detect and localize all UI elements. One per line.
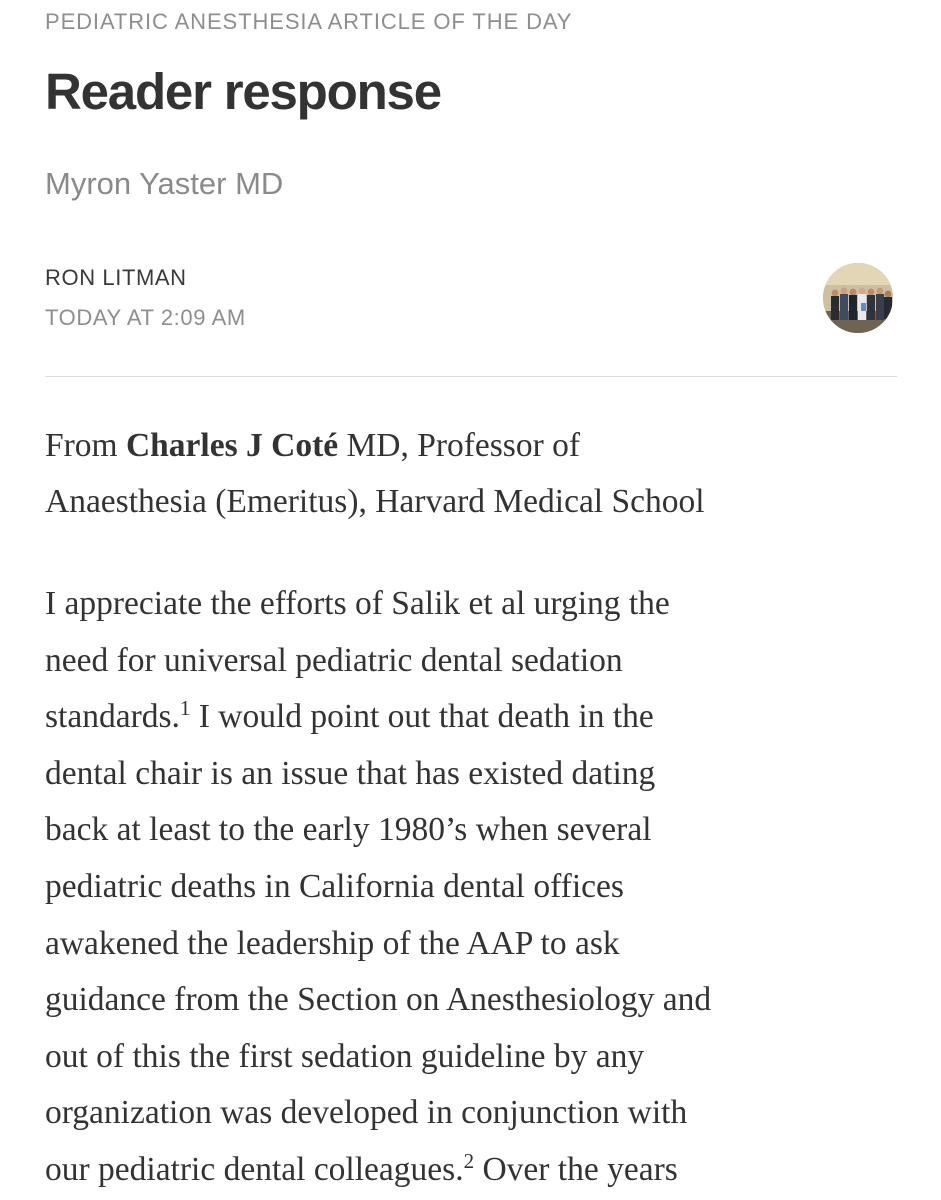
body-line — [45, 1142, 905, 1199]
post-timestamp: TODAY AT 2:09 AM — [45, 305, 246, 330]
body-text: our pediatric dental colleagues. — [45, 1150, 464, 1188]
body-line: out of this the first sedation guideline by any — [45, 1037, 645, 1075]
article-body — [45, 576, 905, 1199]
header-divider — [45, 376, 897, 377]
byline-author-name: Charles J Coté — [125, 427, 339, 464]
group-photo-icon — [823, 263, 893, 333]
byline-affiliation-start: MD, Professor of — [338, 427, 581, 464]
author-avatar[interactable] — [823, 263, 893, 333]
article-byline — [45, 418, 897, 530]
body-line: pediatric deaths in California dental offices — [45, 867, 624, 905]
byline-prefix: From — [45, 427, 126, 464]
byline-line-2: Anaesthesia (Emeritus), Harvard Medical School — [45, 483, 705, 520]
body-line: I appreciate the efforts of Salik et al urging the — [45, 585, 670, 622]
body-text: Over the years — [474, 1150, 678, 1188]
publication-name[interactable]: PEDIATRIC ANESTHESIA ARTICLE OF THE DAY — [45, 9, 573, 34]
body-text: I would point out that death in the — [190, 698, 654, 736]
body-line: awakened the leadership of the AAP to ask — [45, 924, 620, 962]
reference-superscript[interactable]: 2 — [463, 1148, 475, 1173]
body-line: organization was developed in conjunction with — [45, 1094, 688, 1132]
body-line: dental chair is an issue that has existed dating — [45, 754, 656, 792]
article-subtitle: Myron Yaster MD — [45, 166, 284, 201]
byline-line-1 — [45, 418, 897, 474]
article-title: Reader response — [45, 63, 441, 120]
author-name[interactable]: RON LITMAN — [45, 265, 187, 290]
body-line: need for universal pediatric dental sedation — [45, 641, 623, 679]
body-line: back at least to the early 1980’s when several — [45, 811, 652, 849]
body-line — [45, 689, 905, 746]
body-text: standards. — [45, 698, 180, 736]
reference-superscript[interactable]: 1 — [179, 696, 191, 721]
body-line: guidance from the Section on Anesthesiology and — [45, 981, 712, 1019]
